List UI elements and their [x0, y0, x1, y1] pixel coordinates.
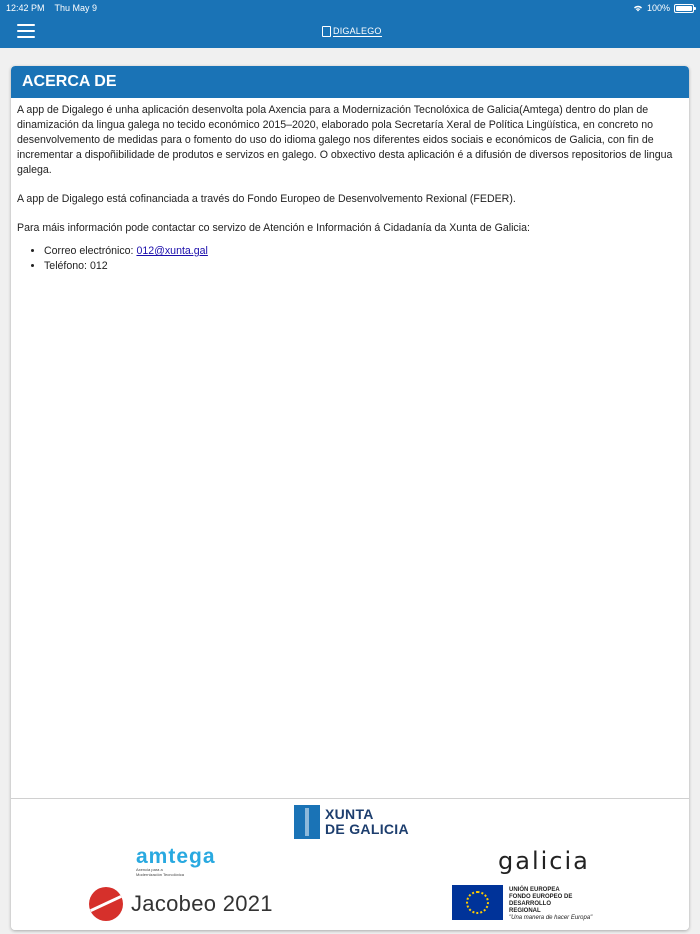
nav-bar [0, 16, 700, 48]
list-item-phone [44, 259, 683, 274]
app-logo [322, 24, 382, 38]
scallop-shell-icon [89, 887, 123, 921]
galicia-logo: galicia [498, 847, 590, 875]
xunta-line1: XUNTA [325, 806, 374, 822]
amtega-logo [136, 847, 226, 877]
book-icon [322, 26, 331, 37]
contact-list [44, 244, 683, 274]
jacobeo-logo [89, 887, 273, 921]
eu-motto: "Una manera de hacer Europa" [509, 915, 593, 921]
email-label: Correo electrónico: [44, 245, 137, 257]
amtega-word: amtega [136, 845, 216, 868]
paragraph-intro: A app de Digalego é unha aplicación desenvolta pola Axencia para a Modernización Tecnolóxica de Galicia(Amtega) dentro do plan de dinamización da lingua galega no tecido económico 2015–2020, elaborado pola Secretaría Xeral de Política Lingüística, en concreto no desenvolvemento de medidas para o fomento do uso do idioma galego nos diferentes eidos sociais e económicos de Galicia, con fin de incrementar a dispoñibilidade de produtos e servizos en galego. O obxectivo desta aplicación é a difusión de diversos repositorios de lingua galega. [17, 104, 673, 176]
status-time: 12:42 PM [6, 3, 45, 13]
eu-logo [452, 885, 592, 922]
battery-icon [674, 4, 694, 13]
logo-text: DIGALEGO [333, 25, 382, 36]
footer-logos [11, 798, 689, 930]
status-right [633, 3, 694, 13]
battery-percent: 100% [646, 3, 670, 13]
status-date: Thu May 9 [54, 3, 98, 13]
eu-line2: FONDO EUROPEO DE [509, 894, 573, 900]
xunta-logo [294, 805, 409, 839]
wifi-icon [633, 4, 643, 12]
list-item-email [44, 244, 683, 259]
amtega-sub1: Axencia para a [136, 867, 163, 872]
eu-line1: UNIÓN EUROPEA [509, 887, 560, 893]
xunta-shield-icon [294, 805, 320, 839]
status-bar [0, 0, 700, 16]
amtega-sub2: Modernización Tecnolóxica [136, 872, 184, 877]
page-body [0, 48, 700, 934]
eu-flag-icon [452, 885, 503, 920]
xunta-line2: DE GALICIA [325, 821, 409, 837]
phone-label: Teléfono: [44, 260, 90, 272]
paragraph-contact: Para máis información pode contactar co servizo de Atención e Información á Cidadanía da Xunta de Galicia: [17, 222, 530, 234]
paragraph-funding: A app de Digalego está cofinanciada a través do Fondo Europeo de Desenvolvemento Rexional (FEDER). [17, 193, 516, 205]
card-title: ACERCA DE [11, 66, 689, 98]
eu-line3: DESARROLLO [509, 901, 551, 907]
phone-value: 012 [89, 260, 108, 272]
eu-line4: REGIONAL [509, 908, 541, 914]
menu-icon[interactable] [17, 24, 35, 38]
about-card [11, 66, 689, 930]
email-link[interactable]: 012@xunta.gal [136, 245, 208, 257]
about-content [11, 98, 689, 274]
jacobeo-text: Jacobeo 2021 [131, 891, 273, 916]
